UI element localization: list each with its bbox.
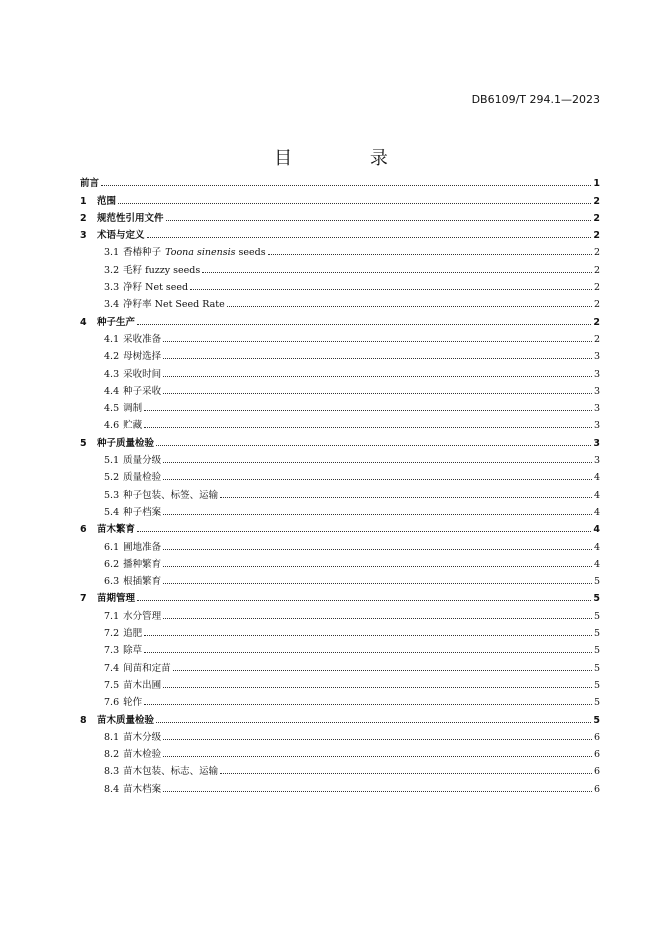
toc-entry-number: 8.1: [104, 731, 120, 743]
toc-entry[interactable]: [80, 241, 600, 258]
toc-leader-dots: [163, 582, 592, 584]
toc-entry-label: 采收准备: [123, 333, 162, 345]
toc-entry[interactable]: [80, 777, 600, 794]
toc-entry-number: 5: [80, 437, 87, 449]
toc-entry-number: 3.1: [104, 247, 120, 259]
toc-entry-label: 苗木包装、标志、运输: [123, 766, 219, 778]
toc-entry[interactable]: [80, 622, 600, 639]
toc-entry[interactable]: [80, 674, 600, 691]
toc-entry-label: 追肥: [123, 628, 143, 640]
toc-entry-page: 4: [593, 489, 600, 501]
toc-entry-page: 6: [593, 731, 600, 743]
toc-entry-label: 水分管理: [123, 610, 162, 622]
toc-entry-label: 毛籽 fuzzy seeds: [123, 264, 201, 276]
toc-entry-label-suffix: seeds: [238, 247, 266, 259]
toc-entry[interactable]: [80, 708, 600, 725]
toc-entry-number: 6.3: [104, 576, 120, 588]
toc-leader-dots: [147, 236, 592, 238]
toc-leader-dots: [144, 703, 592, 705]
toc-entry[interactable]: [80, 310, 600, 327]
toc-entry-page: 6: [593, 783, 600, 795]
toc-entry-number: 8.3: [104, 766, 120, 778]
toc-entry-number: 7.2: [104, 628, 120, 640]
toc-entry-number: 5.4: [104, 506, 120, 518]
toc-entry[interactable]: [80, 587, 600, 604]
toc-entry-label: 香椿种子: [123, 247, 162, 259]
toc-entry-label: 苗木质量检验: [97, 714, 155, 726]
toc-leader-dots: [268, 253, 592, 255]
toc-entry-number: 6.2: [104, 558, 120, 570]
toc-leader-dots: [144, 634, 592, 636]
toc-leader-dots: [190, 288, 592, 290]
toc-leader-dots: [163, 478, 592, 480]
toc-entry-number: 4.3: [104, 368, 120, 380]
toc-leader-dots: [173, 669, 592, 671]
toc-entry-page: 5: [593, 593, 600, 605]
toc-entry-number: 5.1: [104, 455, 120, 467]
toc-entry[interactable]: [80, 189, 600, 206]
toc-entry-label: 贮藏: [123, 420, 143, 432]
toc-entry-page: 5: [593, 610, 600, 622]
toc-entry[interactable]: [80, 258, 600, 275]
toc-entry-number: 7.5: [104, 679, 120, 691]
toc-entry[interactable]: [80, 207, 600, 224]
toc-entry[interactable]: [80, 726, 600, 743]
toc-entry[interactable]: [80, 397, 600, 414]
toc-entry-label: 根插繁育: [123, 576, 162, 588]
toc-entry-number: 4.2: [104, 351, 120, 363]
toc-entry-page: 4: [593, 541, 600, 553]
toc-entry-label-latin: Toona sinensis: [165, 247, 236, 259]
toc-entry-label: 苗木检验: [123, 749, 162, 761]
toc-entry[interactable]: [80, 483, 600, 500]
toc-entry-label: 种子档案: [123, 506, 162, 518]
toc-entry-label: 圃地准备: [123, 541, 162, 553]
toc-entry-number: 6: [80, 524, 87, 536]
toc-entry-label: 采收时间: [123, 368, 162, 380]
toc-entry-page: 3: [593, 420, 600, 432]
toc-entry-label: 前言: [80, 178, 100, 190]
toc-entry[interactable]: [80, 570, 600, 587]
toc-entry-label: 种子包装、标签、运输: [123, 489, 219, 501]
toc-entry[interactable]: [80, 743, 600, 760]
toc-entry-number: 3: [80, 230, 87, 242]
toc-entry[interactable]: [80, 380, 600, 397]
toc-entry-page: 2: [593, 264, 600, 276]
toc-leader-dots: [137, 599, 591, 601]
toc-entry-label: 苗木分级: [123, 731, 162, 743]
toc-entry[interactable]: [80, 691, 600, 708]
document-code: DB6109/T 294.1—2023: [471, 93, 600, 106]
toc-entry[interactable]: [80, 466, 600, 483]
toc-entry[interactable]: [80, 553, 600, 570]
toc-entry-number: 7.6: [104, 697, 120, 709]
toc-entry[interactable]: [80, 656, 600, 673]
toc-entry-number: 5.3: [104, 489, 120, 501]
toc-entry-page: 4: [593, 558, 600, 570]
toc-entry[interactable]: [80, 449, 600, 466]
toc-entry[interactable]: [80, 604, 600, 621]
toc-entry-number: 1: [80, 195, 87, 207]
toc-entry-page: 4: [593, 506, 600, 518]
toc-leader-dots: [227, 305, 592, 307]
toc-entry-number: 8: [80, 714, 87, 726]
toc-entry[interactable]: [80, 224, 600, 241]
toc-entry[interactable]: [80, 293, 600, 310]
toc-leader-dots: [163, 375, 592, 377]
toc-leader-dots: [156, 721, 591, 723]
toc-entry-label: 苗木繁育: [97, 524, 136, 536]
toc-entry-number: 8.4: [104, 783, 120, 795]
toc-entry-number: 7.3: [104, 645, 120, 657]
toc-entry-label: 轮作: [123, 697, 143, 709]
toc-entry-label: 种子生产: [97, 316, 136, 328]
toc-leader-dots: [156, 444, 591, 446]
toc-entry-number: 6.1: [104, 541, 120, 553]
toc-entry-label: 质量检验: [123, 472, 162, 484]
toc-entry[interactable]: [80, 328, 600, 345]
toc-entry-label: 净籽率 Net Seed Rate: [123, 299, 225, 311]
toc-entry-page: 5: [593, 714, 600, 726]
toc-entry[interactable]: [80, 345, 600, 362]
toc-entry-number: 3.2: [104, 264, 120, 276]
toc-entry-page: 2: [593, 333, 600, 345]
toc-entry-page: 2: [593, 195, 600, 207]
toc-entry[interactable]: [80, 276, 600, 293]
toc-entry-page: 5: [593, 576, 600, 588]
toc-leader-dots: [163, 461, 592, 463]
toc-leader-dots: [163, 340, 592, 342]
toc-entry-label: 规范性引用文件: [97, 212, 164, 224]
toc-leader-dots: [220, 772, 592, 774]
toc-entry[interactable]: [80, 501, 600, 518]
toc-entry-number: 2: [80, 212, 87, 224]
toc-entry[interactable]: [80, 414, 600, 431]
toc-leader-dots: [163, 617, 592, 619]
toc-entry-number: 3.4: [104, 299, 120, 311]
toc-entry-page: 4: [593, 472, 600, 484]
toc-entry-number: 4.5: [104, 403, 120, 415]
toc-entry-page: 2: [593, 230, 600, 242]
toc-entry-label: 播种繁育: [123, 558, 162, 570]
toc-leader-dots: [144, 426, 592, 428]
toc-leader-dots: [137, 323, 591, 325]
toc-leader-dots: [166, 219, 592, 221]
toc-entry-page: 5: [593, 628, 600, 640]
toc-entry-page: 5: [593, 662, 600, 674]
toc-leader-dots: [202, 271, 592, 273]
toc-entry-label: 质量分级: [123, 455, 162, 467]
toc-entry-label: 种子采收: [123, 385, 162, 397]
toc-leader-dots: [163, 790, 592, 792]
toc-entry-number: 7.1: [104, 610, 120, 622]
toc-entry-number: 7.4: [104, 662, 120, 674]
toc-entry-page: 2: [593, 247, 600, 259]
toc-leader-dots: [163, 357, 592, 359]
toc-entry-page: 6: [593, 766, 600, 778]
toc-leader-dots: [118, 202, 591, 204]
toc-leader-dots: [163, 738, 592, 740]
toc-entry-page: 4: [593, 524, 600, 536]
toc-entry-page: 3: [593, 455, 600, 467]
toc-leader-dots: [220, 496, 592, 498]
toc-entry[interactable]: [80, 431, 600, 448]
toc-entry-label: 间苗和定苗: [123, 662, 171, 674]
toc-entry[interactable]: [80, 362, 600, 379]
toc-entry-label: 调制: [123, 403, 143, 415]
toc-entry-number: 4.1: [104, 333, 120, 345]
toc-entry-label: 苗期管理: [97, 593, 136, 605]
toc-entry-number: 4.6: [104, 420, 120, 432]
toc-entry-number: 7: [80, 593, 87, 605]
toc-entry-label: 除草: [123, 645, 143, 657]
toc-entry-label: 净籽 Net seed: [123, 282, 189, 294]
toc-entry-number: 3.3: [104, 282, 120, 294]
table-of-contents: [80, 172, 600, 795]
toc-title: 目 录: [274, 148, 424, 169]
toc-leader-dots: [101, 184, 591, 186]
toc-leader-dots: [144, 409, 592, 411]
toc-leader-dots: [144, 651, 592, 653]
toc-entry-label: 苗木出圃: [123, 679, 162, 691]
toc-entry-page: 2: [593, 299, 600, 311]
toc-entry-page: 3: [593, 385, 600, 397]
toc-entry-page: 6: [593, 749, 600, 761]
toc-entry-number: 5.2: [104, 472, 120, 484]
toc-entry-number: 8.2: [104, 749, 120, 761]
toc-leader-dots: [163, 392, 592, 394]
toc-entry[interactable]: [80, 639, 600, 656]
toc-leader-dots: [163, 565, 592, 567]
toc-entry-page: 3: [593, 437, 600, 449]
toc-leader-dots: [137, 530, 591, 532]
toc-leader-dots: [163, 548, 592, 550]
toc-entry-label: 范围: [97, 195, 117, 207]
toc-entry-label: 苗木档案: [123, 783, 162, 795]
toc-entry-page: 5: [593, 679, 600, 691]
toc-entry[interactable]: [80, 535, 600, 552]
toc-entry[interactable]: [80, 172, 600, 189]
toc-entry-page: 5: [593, 697, 600, 709]
toc-entry-number: 4.4: [104, 385, 120, 397]
toc-entry-label: 术语与定义: [97, 230, 145, 242]
toc-entry-page: 3: [593, 351, 600, 363]
toc-entry-page: 1: [593, 178, 600, 190]
toc-entry-page: 3: [593, 368, 600, 380]
toc-entry-page: 5: [593, 645, 600, 657]
toc-entry-number: 4: [80, 316, 87, 328]
toc-leader-dots: [163, 686, 592, 688]
toc-entry-label: 母树选择: [123, 351, 162, 363]
toc-entry-page: 2: [593, 316, 600, 328]
toc-leader-dots: [163, 755, 592, 757]
toc-leader-dots: [163, 513, 592, 515]
toc-entry-page: 3: [593, 403, 600, 415]
toc-entry-label: 种子质量检验: [97, 437, 155, 449]
toc-entry-page: 2: [593, 282, 600, 294]
toc-entry-page: 2: [593, 212, 600, 224]
toc-entry[interactable]: [80, 760, 600, 777]
toc-entry[interactable]: [80, 518, 600, 535]
